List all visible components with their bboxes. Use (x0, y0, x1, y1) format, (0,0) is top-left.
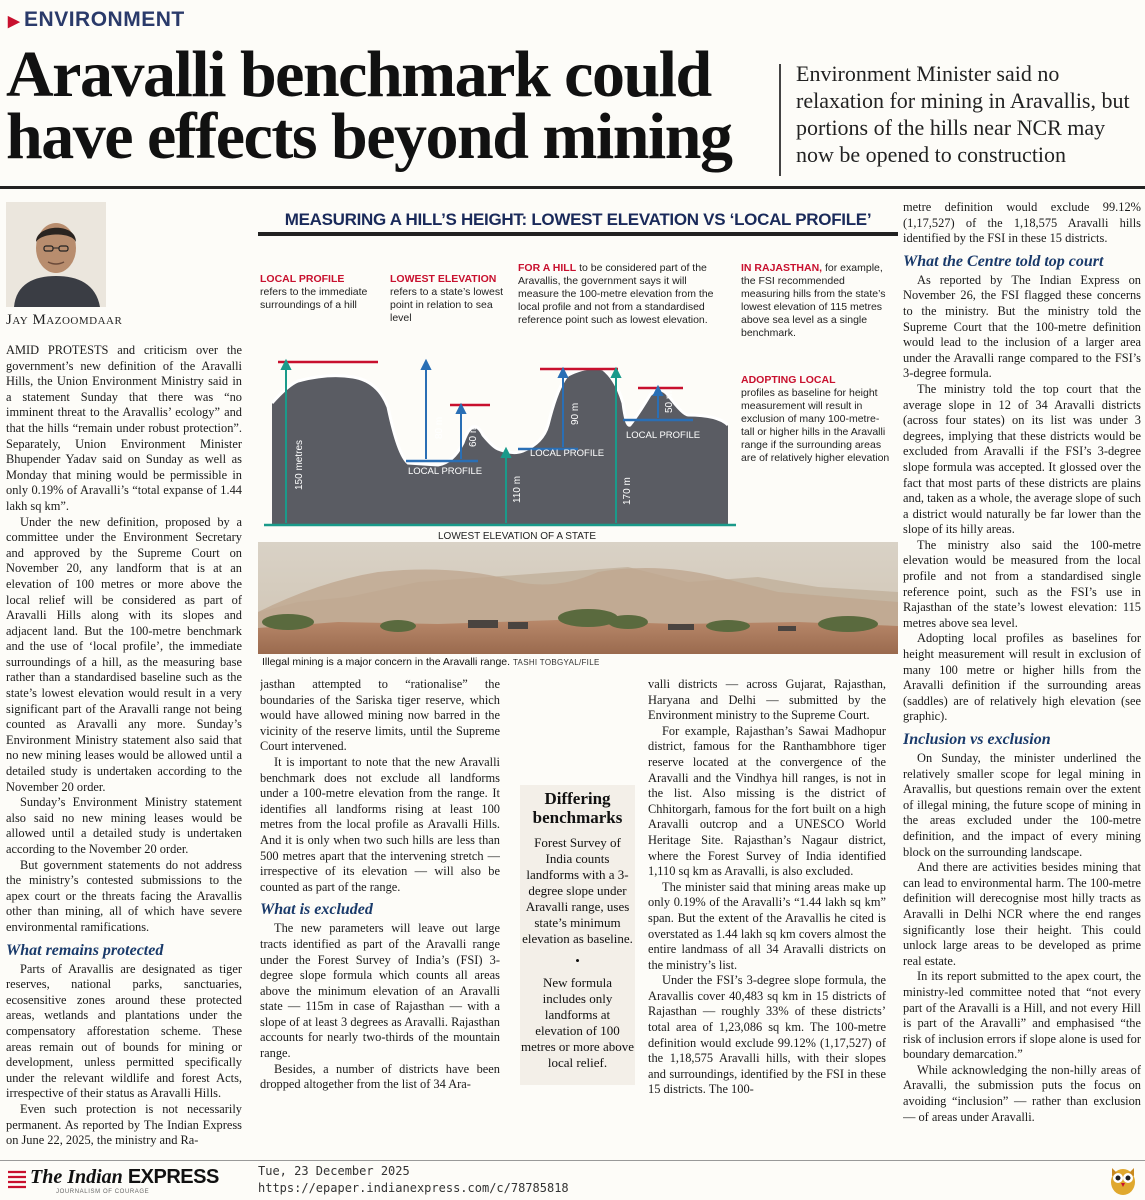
elevation-diagram (258, 355, 743, 543)
paragraph: Besides, a number of districts have been dropped altogether from the list of 34 Ara- (260, 1061, 500, 1092)
for-a-hill-head: FOR A HILL (518, 262, 577, 274)
local-profile-label: LOCAL PROFILE (530, 448, 605, 459)
logo-tagline: JOURNALISM OF COURAGE (56, 1189, 150, 1195)
local-profile-label: LOCAL PROFILE (408, 466, 483, 477)
subhead: Inclusion vs exclusion (903, 731, 1051, 748)
section-marker-icon: ▶ (8, 13, 21, 30)
article-column-1 (6, 343, 242, 1158)
local-profile-text: refers to the immediate surroundings of a hill (260, 286, 368, 311)
paragraph: Under the FSI’s 3-degree slope formula, the Aravallis cover 40,483 sq km in 15 districts of Rajasthan — roughly 33% of these districts’ total area of 1,23,086 sq km. The 100-metre definition would exclude 99.12% (1,17,527) of the 1,18,575 Aravalli hills, with their slopes and surroundings, identified by the FSI in these 15 districts. The 100- (648, 973, 886, 1097)
paragraph: Sunday’s Environment Ministry statement also said no new mining leases would be allowed until a detailed study is undertaken according to the November 20 order. (6, 795, 242, 856)
headline: Aravalli benchmark could have effects beyond mining (6, 38, 732, 173)
for-a-hill-text: to be considered part of the Aravallis, the government says it will measure the 100-metre elevation from the local profile and not from a standardised reference point such as lowest elevation. (518, 262, 714, 326)
header-rule (0, 186, 1145, 189)
rajasthan-note (741, 262, 891, 340)
paragraph: metre definition would exclude 99.12% (1,17,527) of the 1,18,575 Aravalli hills identified by the FSI in these 15 districts. (903, 200, 1141, 246)
photo-caption (262, 656, 898, 668)
author-photo (6, 202, 106, 307)
label-60: 60 m (468, 424, 479, 447)
paragraph: In its report submitted to the apex court, the ministry-led committee noted that “not every part of the Aravalli is a Hill, and not every Hill is part of the Aravalli” and emphasised “the risk of inclusion errors if slope alone is used for boundary demarcation.” (903, 969, 1141, 1062)
subhead: What is excluded (260, 901, 373, 919)
paragraph: AMID PROTESTS and criticism over the government’s new definition of the Aravalli Hills, the Union Environment Ministry said in a statement Sunday that there was “no imminent threat to the Aravallis’ ecology” and that the hills “remain under robust protection”. Separately, Union Environment Minister Bhupender Yadav said on Sunday as well as Monday that mining would be permissible in only 0.19% of Aravalli’s “total expanse of 1.44 lakh sq km”. (6, 343, 242, 513)
subhead: What the Centre told top court (903, 252, 1104, 270)
dek-divider (779, 64, 781, 176)
bullet: • (575, 953, 580, 968)
paragraph: And there are activities besides mining that can lead to environmental harm. The 100-metre definition will derecognise most hilly tracts as Aravalli in Delhi NCR where the end ranges significantly lose their height. This could unlock large areas to be developed as prime real estate. (903, 860, 1141, 968)
paragraph: The ministry told the top court that the average slope in 12 of 34 Aravalli districts (across four states) on its list was under 3 degrees, implying that these districts would be excluded from Aravalli if the FSI’s 3-degree slope formula was accepted. It glossed over the fact that most parts of these districts are plains and, taken as a whole, the average slope of such a district would naturally be far lower than the slope of its hilly areas. (903, 381, 1141, 537)
footer-rule (0, 1160, 1145, 1161)
section-label (8, 8, 185, 32)
adopting-local-note (741, 374, 891, 465)
section-name: ENVIRONMENT (24, 8, 185, 31)
edition-url[interactable]: https://epaper.indianexpress.com/c/78785818 (258, 1181, 569, 1195)
paragraph: But government statements do not address the ministry’s contested submissions to the apex court or the threats facing the Aravallis other than mining, all of which have severe environmental ramifications. (6, 857, 242, 934)
benchmarks-fsi: Forest Survey of India counts landforms with a 3-degree slope under Aravalli range, uses state’s minimum elevation as baseline. (522, 835, 633, 946)
label-90: 90 m (570, 402, 581, 425)
graphic-title: MEASURING A HILL’S HEIGHT: LOWEST ELEVATION VS ‘LOCAL PROFILE’ (284, 210, 872, 229)
for-a-hill-note (518, 262, 728, 327)
paragraph: Adopting local profiles as baselines for height measurement will result in exclusion of many 100 metre or higher hills from the Aravalli definition if the surrounding areas (saddles) are of relatively high elevation (see graphic). (903, 631, 1141, 724)
adopting-local-text: profiles as baseline for height measurement will result in exclusion of many 100-metre-tall or higher hills in the Aravalli range if the surrounding areas are of relatively higher elevation (741, 387, 890, 464)
label-150: 150 metres (294, 439, 305, 490)
paragraph: jasthan attempted to “rationalise” the boundaries of the Sariska tiger reserve, which would have allowed mining now barred in the vicinity of the reserve limits, until the Supreme Court intervened. (260, 677, 500, 754)
byline: Jay Mazoomdaar (6, 312, 123, 328)
article-column-3 (648, 677, 886, 1157)
mining-landscape-image (258, 542, 898, 654)
paragraph: The new parameters will leave out large tracts identified as part of the Aravalli range under the Forest Survey of India’s (FSI) 3-degree slope formula which counts all areas above the minimum elevation of an Aravalli state — 115m in case of Rajasthan — with a slope of at least 3 degrees as Aravalli. Rajasthan accounts for nearly two-thirds of the mountain range. (260, 921, 500, 1061)
paragraph: The minister said that mining areas make up only 0.19% of the Aravalli’s “1.44 lakh sq km” span. But the extent of the Aravallis he cited is overstated as 1.44 lakh sq km covers almost the entire landmass of all 34 Aravalli districts on the ministry’s list. (648, 879, 886, 972)
mining-photo (258, 542, 898, 654)
label-110: 110 m (512, 475, 523, 503)
edition-date: Tue, 23 December 2025 (258, 1164, 410, 1178)
differing-benchmarks-box (520, 785, 635, 1085)
photo-credit: TASHI TOBGYAL/FILE (512, 658, 600, 667)
local-profile-label: LOCAL PROFILE (626, 430, 701, 441)
owl-mascot-icon (1108, 1160, 1138, 1196)
rajasthan-text: for example, the FSI recommended measuring hills from the state’s lowest elevation of 115 metres above sea level as a single benchmark. (741, 262, 886, 339)
rajasthan-head: IN RAJASTHAN, (741, 262, 823, 274)
paragraph: The ministry also said the 100-metre elevation would be measured from the local profile and not from a standardised single reference point, such as the FSI’s use in Rajasthan of the state’s lowest elevation: 115 metres above sea level. (903, 537, 1141, 630)
lowest-elevation-label: LOWEST ELEVATION OF A STATE (438, 531, 596, 542)
subhead: What remains protected (6, 941, 164, 959)
express-logo-icon (6, 1168, 28, 1190)
author-portrait-icon (6, 202, 106, 307)
lowest-elevation-definition (390, 273, 508, 325)
paragraph: On Sunday, the minister underlined the relatively smaller scope for legal mining in Aravallis, but questions remain over the extent of illegal mining, the future scope of mining in the areas excluded under the 100-metre definition, and the impact of every mining block on the surrounding landscape. (903, 751, 1141, 859)
article-column-2 (260, 677, 500, 1157)
paragraph: Parts of Aravallis are designated as tiger reserves, national parks, sanctuaries, ecosensitive zones around these protected areas, wetlands and plantations under the compensatory afforestation scheme. These areas remain out of bounds for mining or development, unless permitted specifically under the relevant wildlife and forest Acts, irrespective of their status as Aravalli Hills. (6, 961, 242, 1101)
adopting-local-head: ADOPTING LOCAL (741, 374, 836, 386)
label-170: 170 m (622, 477, 633, 505)
publication-logo[interactable] (30, 1166, 219, 1189)
label-50: 50 m (664, 390, 675, 413)
paragraph: Under the new definition, proposed by a committee under the Environment Secretary and approved by the Supreme Court on November 20, any landform that is at an elevation of 100 metres or more above the local relief will be considered as part of Aravalli Hills along with its slopes and adjacent land. But the 100-metre benchmark and the use of ‘local profile’, the immediate surroundings of a hill, as the measuring base rather than a standardised baseline such as the state’s lowest elevation would result in a very significant part of the Aravalli range not being counted as Aravalli any more. Sunday’s Environment Ministry statement also said that no new mining leases would be allowed until a detailed study is undertaken according to the November 20 order. (6, 514, 242, 794)
paragraph: While acknowledging the non-hilly areas of Aravalli, the submission puts the focus on avoiding “inclusion” — rather than exclusion — of areas under Aravalli. (903, 1062, 1141, 1124)
logo-the-indian: The Indian (30, 1166, 123, 1188)
paragraph: For example, Rajasthan’s Sawai Madhopur district, famous for the Ranthambhore tiger reserve located at the convergence of the Aravalli and the Vindhya hill ranges, is not in the list. Also missing is the district of Chhitorgarh, famous for the fort built on a high Aravalli outcrop and a UNESCO World Heritage Site. Rajasthan’s Nagaur district, where the Forest Survey of India identified 1,110 sq km as Aravalli, is also excluded. (648, 723, 886, 879)
benchmarks-title: Differing benchmarks (532, 789, 623, 827)
article-column-4 (903, 200, 1141, 1158)
local-profile-definition (260, 273, 375, 312)
paragraph: Even such protection is not necessarily permanent. As reported by The Indian Express on June 22, 2025, the ministry and Ra- (6, 1101, 242, 1148)
caption-text: Illegal mining is a major concern in the Aravalli range. (262, 656, 511, 668)
lowest-elevation-text: refers to a state’s lowest point in relation to sea level (390, 286, 504, 324)
edition-meta (258, 1163, 569, 1197)
paragraph: valli districts — across Gujarat, Rajasthan, Haryana and Delhi — submitted by the Environment ministry to the Supreme Court. (648, 677, 886, 723)
dek: Environment Minister said no relaxation for mining in Aravallis, but portions of the hills near NCR may now be opened to construction (796, 61, 1130, 167)
benchmarks-new: New formula includes only landforms at elevation of 100 metres or more above local relief. (521, 975, 634, 1070)
logo-express: EXPRESS (127, 1166, 219, 1188)
label-80: 80 m (434, 416, 445, 439)
lowest-elevation-head: LOWEST ELEVATION (390, 273, 497, 285)
paragraph: It is important to note that the new Aravalli benchmark does not exclude all landforms under a 100-metre elevation from the range. It identifies all landforms rising at least 100 metres from the local profile as Aravalli Hills. And it is only when two such hills are less than 500 metres apart that the intervening stretch — irrespective of its elevation — will also be counted as part of the range. (260, 754, 500, 894)
graphic-title-rule (258, 232, 898, 236)
paragraph: As reported by The Indian Express on November 26, the FSI flagged these concerns to the ministry. But the ministry told the Supreme Court that the 100-metre definition would lead to the inclusion of a larger area under the Aravalli range compared to the FSI’s 3-degree formula. (903, 272, 1141, 381)
local-profile-head: LOCAL PROFILE (260, 273, 345, 285)
